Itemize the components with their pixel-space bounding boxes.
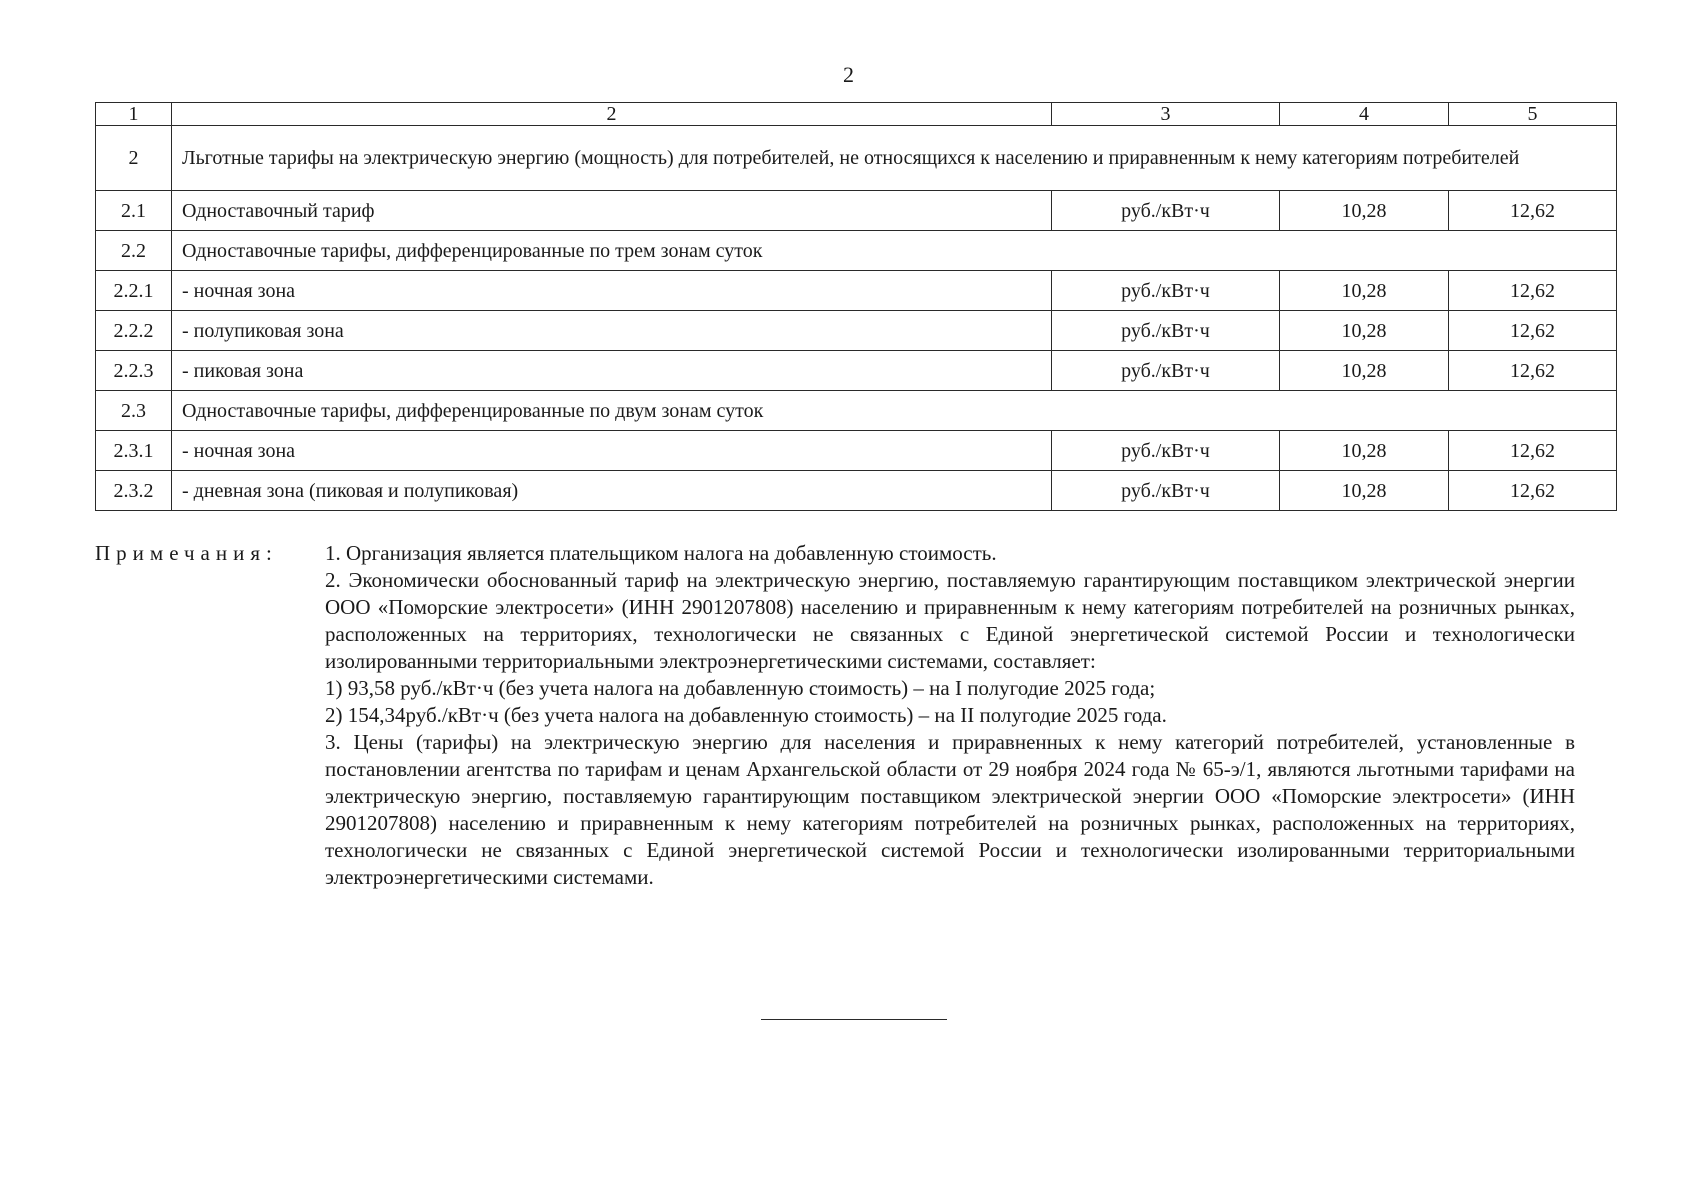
value-cell: 10,28 [1280,191,1449,231]
row-number: 2.2.3 [96,351,172,391]
table-row [96,126,1617,191]
value-cell: 12,62 [1449,271,1617,311]
row-name: Льготные тарифы на электрическую энергию (мощность) для потребителей, не относящихся к населению и приравненным к нему категориям потребителей [172,126,1617,191]
row-number: 2.3.1 [96,431,172,471]
unit-cell: руб./кВт·ч [1052,431,1280,471]
row-number: 2.3.2 [96,471,172,511]
unit-cell: руб./кВт·ч [1052,351,1280,391]
note-paragraph: 2) 154,34руб./кВт·ч (без учета налога на добавленную стоимость) – на II полугодие 2025 года. [325,703,1167,727]
value-cell: 12,62 [1449,191,1617,231]
table-row [96,431,1617,471]
row-name: - пиковая зона [172,351,1052,391]
unit-cell: руб./кВт·ч [1052,311,1280,351]
row-name: Одноставочный тариф [172,191,1052,231]
note-paragraph: 1) 93,58 руб./кВт·ч (без учета налога на добавленную стоимость) – на I полугодие 2025 года; [325,676,1156,700]
page-number: 2 [843,62,854,87]
column-header: 5 [1449,103,1617,126]
row-number: 2.2 [96,231,172,271]
column-header: 2 [172,103,1052,126]
row-number: 2.1 [96,191,172,231]
notes-body [325,540,1575,891]
row-number: 2.2.1 [96,271,172,311]
row-name: - дневная зона (пиковая и полупиковая) [172,471,1052,511]
table-row [96,191,1617,231]
row-name: - полупиковая зона [172,311,1052,351]
row-name: - ночная зона [172,431,1052,471]
unit-cell: руб./кВт·ч [1052,191,1280,231]
note-paragraph: 2. Экономически обоснованный тариф на электрическую энергию, поставляемую гарантирующим поставщиком электрической энергии ООО «Поморские электросети» (ИНН 2901207808) населению и приравненным к нему категориям потребителей на розничных рынках, расположенных на территориях, технологически не связанных с Единой энергетической системой России и технологически изолированными территориальными электроэнергетическими системами, составляет: [325,568,1575,673]
column-header: 4 [1280,103,1449,126]
table-row [96,391,1617,431]
notes-label: Примечания: [95,541,278,565]
column-header: 3 [1052,103,1280,126]
unit-cell: руб./кВт·ч [1052,271,1280,311]
table-row [96,351,1617,391]
row-number: 2.2.2 [96,311,172,351]
value-cell: 10,28 [1280,311,1449,351]
row-number: 2.3 [96,391,172,431]
row-number: 2 [96,126,172,191]
table-row [96,231,1617,271]
note-paragraph: 3. Цены (тарифы) на электрическую энергию для населения и приравненных к нему категорий потребителей, установленные в постановлении агентства по тарифам и ценам Архангельской области от 29 ноября 2024 года № 65-э/1, являются льготными тарифами на электрическую энергию, поставляемую гарантирующим поставщиком электрической энергии ООО «Поморские электросети» (ИНН 2901207808) населению и приравненным к нему категориям потребителей на розничных рынках, расположенных на территориях, технологически не связанных с Единой энергетической системой России и технологически изолированными территориальными электроэнергетическими системами. [325,730,1575,889]
value-cell: 12,62 [1449,471,1617,511]
value-cell: 10,28 [1280,271,1449,311]
table-row [96,311,1617,351]
end-divider [761,1019,947,1020]
tariff-table [95,102,1617,511]
value-cell: 12,62 [1449,351,1617,391]
table-header-row [96,103,1617,126]
value-cell: 10,28 [1280,431,1449,471]
column-header: 1 [96,103,172,126]
row-name: Одноставочные тарифы, дифференцированные по двум зонам суток [172,391,1617,431]
value-cell: 12,62 [1449,311,1617,351]
table-row [96,271,1617,311]
value-cell: 10,28 [1280,471,1449,511]
value-cell: 10,28 [1280,351,1449,391]
note-paragraph: 1. Организация является плательщиком налога на добавленную стоимость. [325,541,997,565]
table-row [96,471,1617,511]
value-cell: 12,62 [1449,431,1617,471]
row-name: Одноставочные тарифы, дифференцированные по трем зонам суток [172,231,1617,271]
row-name: - ночная зона [172,271,1052,311]
unit-cell: руб./кВт·ч [1052,471,1280,511]
